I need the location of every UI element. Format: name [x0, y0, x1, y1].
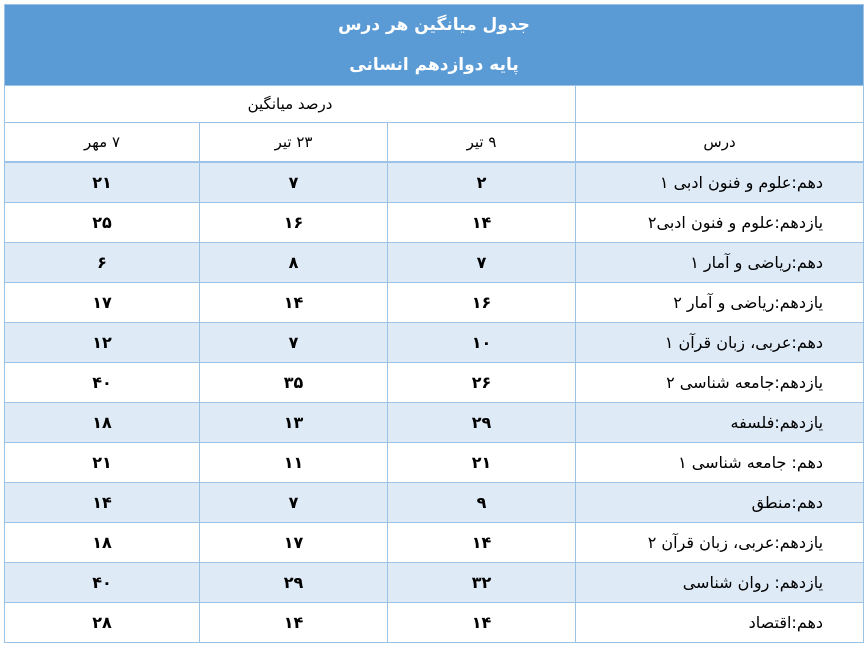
subject-cell: یازدهم:جامعه شناسی ۲	[576, 363, 864, 403]
subject-cell: یازدهم:ریاضی و آمار ۲	[576, 283, 864, 323]
average-table-container	[4, 4, 863, 643]
value-7-mehr-cell: ۲۱	[5, 443, 200, 483]
value-23-tir-cell: ۱۴	[200, 603, 388, 643]
table-row	[5, 323, 864, 363]
value-23-tir-cell: ۷	[200, 323, 388, 363]
table-row	[5, 363, 864, 403]
table-subtitle: پایه دوازدهم انسانی	[5, 45, 864, 86]
value-9-tir-cell: ۲۱	[388, 443, 576, 483]
value-23-tir-cell: ۷	[200, 483, 388, 523]
value-9-tir-cell: ۲۹	[388, 403, 576, 443]
value-7-mehr-cell: ۱۸	[5, 523, 200, 563]
value-9-tir-cell: ۳۲	[388, 563, 576, 603]
column-header-9-tir: ۹ تیر	[388, 123, 576, 163]
column-header-subject: درس	[576, 123, 864, 163]
table-row	[5, 603, 864, 643]
subject-cell: دهم:ریاضی و آمار ۱	[576, 243, 864, 283]
value-23-tir-cell: ۱۴	[200, 283, 388, 323]
value-9-tir-cell: ۱۴	[388, 203, 576, 243]
value-9-tir-cell: ۱۴	[388, 603, 576, 643]
value-9-tir-cell: ۱۴	[388, 523, 576, 563]
subject-cell: دهم:عربی، زبان قرآن ۱	[576, 323, 864, 363]
value-7-mehr-cell: ۴۰	[5, 563, 200, 603]
table-row	[5, 243, 864, 283]
subject-cell: دهم:منطق	[576, 483, 864, 523]
value-23-tir-cell: ۱۱	[200, 443, 388, 483]
subject-cell: دهم:اقتصاد	[576, 603, 864, 643]
table-row	[5, 403, 864, 443]
column-header-23-tir: ۲۳ تیر	[200, 123, 388, 163]
table-row	[5, 162, 864, 203]
value-9-tir-cell: ۲۶	[388, 363, 576, 403]
value-9-tir-cell: ۱۶	[388, 283, 576, 323]
value-7-mehr-cell: ۱۲	[5, 323, 200, 363]
table-row	[5, 483, 864, 523]
subject-cell: دهم:علوم و فنون ادبی ۱	[576, 162, 864, 203]
value-7-mehr-cell: ۲۵	[5, 203, 200, 243]
column-header-7-mehr: ۷ مهر	[5, 123, 200, 163]
average-table	[4, 4, 864, 643]
value-9-tir-cell: ۲	[388, 162, 576, 203]
value-23-tir-cell: ۱۷	[200, 523, 388, 563]
table-row	[5, 203, 864, 243]
table-title: جدول میانگین هر درس	[5, 5, 864, 46]
empty-header-cell	[576, 86, 864, 123]
subject-cell: یازدهم:فلسفه	[576, 403, 864, 443]
value-7-mehr-cell: ۱۸	[5, 403, 200, 443]
value-9-tir-cell: ۷	[388, 243, 576, 283]
subject-cell: یازدهم:عربی، زبان قرآن ۲	[576, 523, 864, 563]
value-9-tir-cell: ۹	[388, 483, 576, 523]
value-7-mehr-cell: ۲۱	[5, 162, 200, 203]
value-23-tir-cell: ۳۵	[200, 363, 388, 403]
value-7-mehr-cell: ۲۸	[5, 603, 200, 643]
value-23-tir-cell: ۲۹	[200, 563, 388, 603]
value-7-mehr-cell: ۱۷	[5, 283, 200, 323]
subject-cell: دهم: جامعه شناسی ۱	[576, 443, 864, 483]
subject-cell: یازدهم: روان شناسی	[576, 563, 864, 603]
value-7-mehr-cell: ۴۰	[5, 363, 200, 403]
value-23-tir-cell: ۱۶	[200, 203, 388, 243]
group-header: درصد میانگین	[5, 86, 576, 123]
table-row	[5, 523, 864, 563]
value-23-tir-cell: ۷	[200, 162, 388, 203]
value-9-tir-cell: ۱۰	[388, 323, 576, 363]
value-23-tir-cell: ۱۳	[200, 403, 388, 443]
table-row	[5, 563, 864, 603]
subject-cell: یازدهم:علوم و فنون ادبی۲	[576, 203, 864, 243]
table-row	[5, 443, 864, 483]
table-row	[5, 283, 864, 323]
value-7-mehr-cell: ۱۴	[5, 483, 200, 523]
value-23-tir-cell: ۸	[200, 243, 388, 283]
value-7-mehr-cell: ۶	[5, 243, 200, 283]
